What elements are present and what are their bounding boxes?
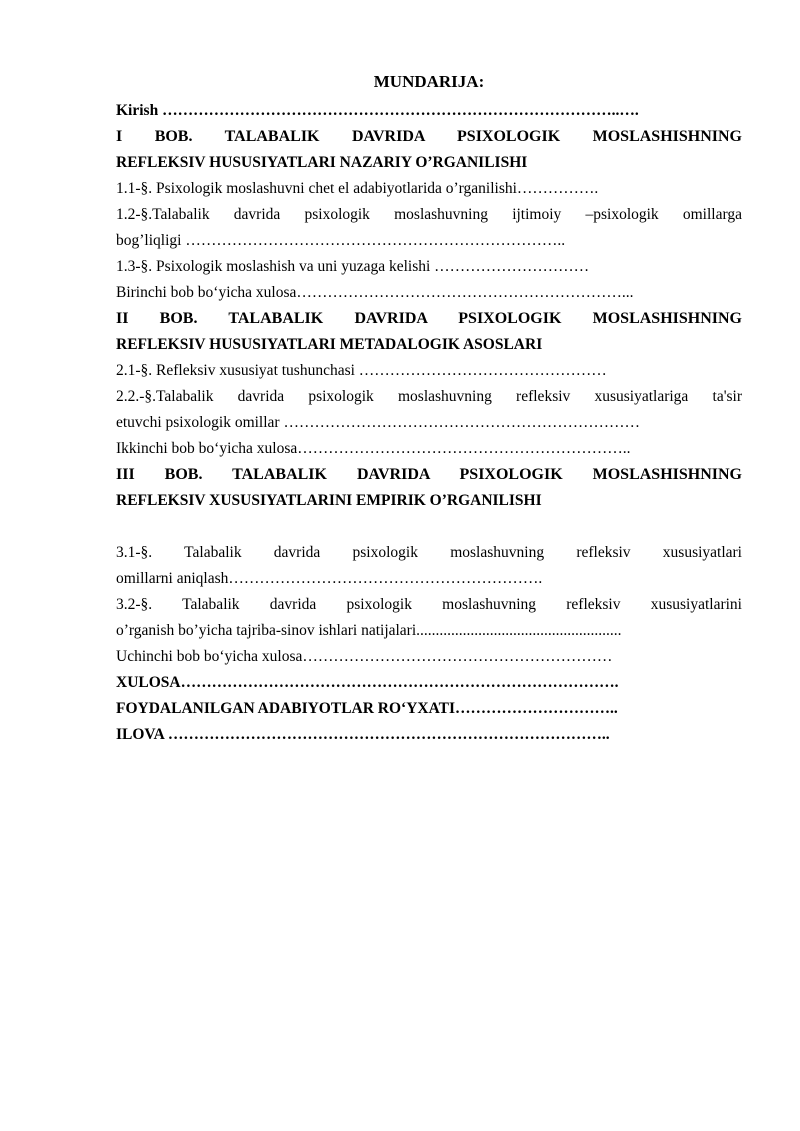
toc-entry-1-1: 1.1-§. Psixologik moslashuvni chet el adabiyotlarida o’rganilishi……………. [116, 180, 599, 197]
toc-entry-chapter-3-conclusion: Uchinchi bob bo‘yicha xulosa…………………………………………………… [116, 648, 613, 665]
toc-title: MUNDARIJA: [373, 72, 485, 91]
toc-entry-2-2-line-1: 2.2.-§.Talabalik davrida psixologik moslashuvning refleksiv xususiyatlariga ta'sir [116, 388, 742, 405]
toc-entry-3-2-line-1: 3.2-§. Talabalik davrida psixologik moslashuvning refleksiv xususiyatlarini [116, 596, 742, 613]
chapter-2-heading-line-2: REFLEKSIV HUSUSIYATLARI METADALOGIK ASOSLARI [116, 336, 543, 353]
toc-entry-3-1-line-2: omillarni aniqlash……………………………………………………. [116, 570, 543, 587]
toc-entry-2-1: 2.1-§. Refleksiv xususiyat tushunchasi ………………………………………… [116, 362, 607, 379]
toc-entry-3-1-line-1: 3.1-§. Talabalik davrida psixologik moslashuvning refleksiv xususiyatlari [116, 544, 742, 561]
chapter-2-heading-line-1: II BOB. TALABALIK DAVRIDA PSIXOLOGIK MOSLASHISHNING [116, 310, 742, 327]
toc-entry-conclusion: XULOSA…………………………………………………………………………. [116, 674, 619, 691]
chapter-3-heading-line-1: III BOB. TALABALIK DAVRIDA PSIXOLOGIK MOSLASHISHNING [116, 466, 742, 483]
table-of-contents [116, 72, 742, 748]
chapter-3-heading-line-2: REFLEKSIV XUSUSIYATLARINI EMPIRIK O’RGANILISHI [116, 492, 542, 509]
toc-entry-3-2-line-2: o’rganish bo’yicha tajriba-sinov ishlari natijalari..................................................... [116, 622, 622, 639]
toc-entry-1-2-line-1: 1.2-§.Talabalik davrida psixologik moslashuvning ijtimoiy –psixologik omillarga [116, 206, 742, 223]
blank-line [116, 514, 742, 540]
toc-entry-appendix: ILOVA ………………………………………………………………………….. [116, 726, 610, 743]
toc-entry-chapter-1-conclusion: Birinchi bob bo‘yicha xulosa………………………………………………………... [116, 284, 634, 301]
chapter-1-heading-line-1: I BOB. TALABALIK DAVRIDA PSIXOLOGIK MOSLASHISHNING [116, 128, 742, 145]
toc-entry-2-2-line-2: etuvchi psixologik omillar …………………………………………………………… [116, 414, 640, 431]
toc-entry-introduction: Kirish ……………………………………………………………………………..…. [116, 102, 639, 119]
toc-entry-1-3: 1.3-§. Psixologik moslashish va uni yuzaga kelishi ………………………… [116, 258, 590, 275]
toc-entry-chapter-2-conclusion: Ikkinchi bob bo‘yicha xulosa……………………………………………………….. [116, 440, 631, 457]
toc-entry-1-2-line-2: bog’liqligi ……………………………………………………………….. [116, 232, 566, 249]
toc-entry-references: FOYDALANILGAN ADABIYOTLAR RO‘YXATI………………………….. [116, 700, 618, 717]
chapter-1-heading-line-2: REFLEKSIV HUSUSIYATLARI NAZARIY O’RGANILISHI [116, 154, 528, 171]
